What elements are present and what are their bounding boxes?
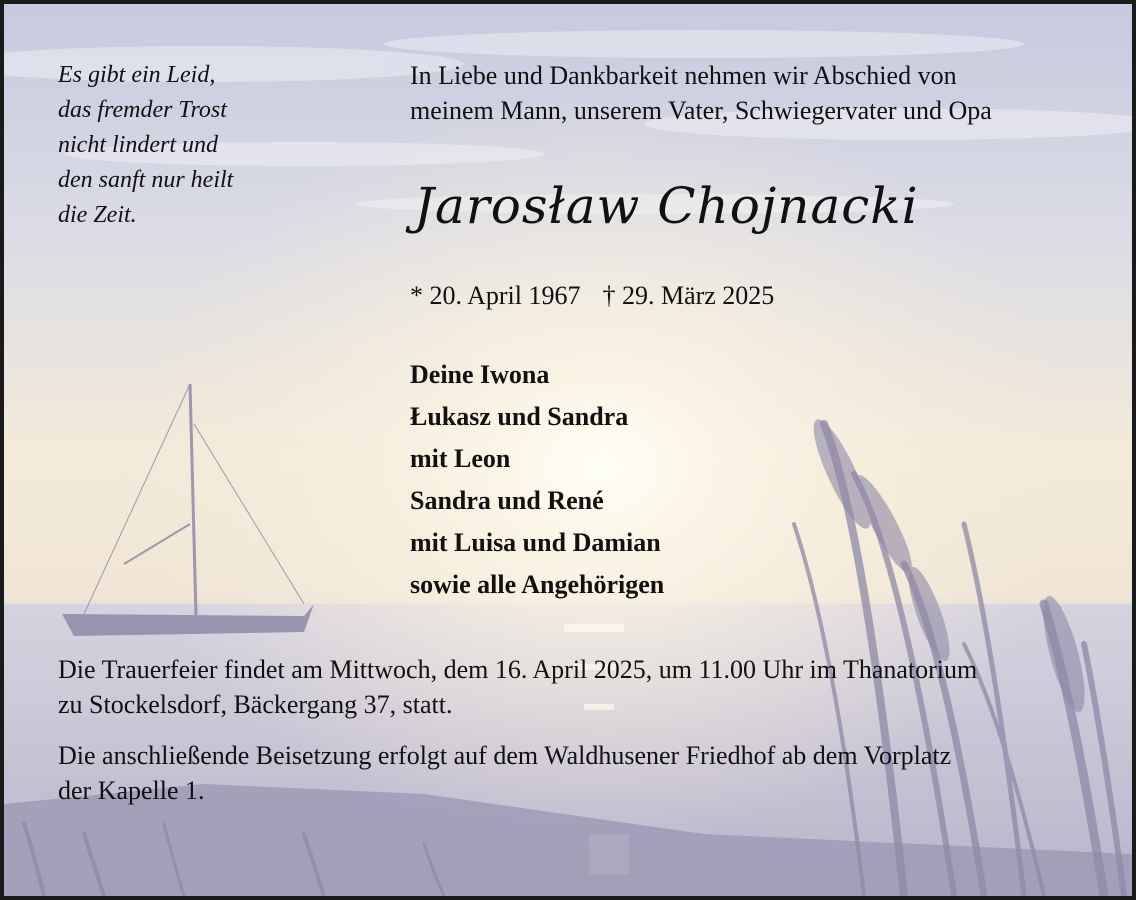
family-line: Sandra und René xyxy=(410,486,604,515)
family-line: Łukasz und Sandra xyxy=(410,402,629,431)
ceremony-line: zu Stockelsdorf, Bäckergang 37, statt. xyxy=(58,690,453,719)
poem-verse xyxy=(58,58,318,233)
poem-line: Es gibt ein Leid, xyxy=(58,62,216,88)
poem-line: das fremder Trost xyxy=(58,97,227,123)
intro-line: In Liebe und Dankbarkeit nehmen wir Abschied von xyxy=(410,61,957,90)
ceremony-line: Die Trauerfeier findet am Mittwoch, dem 16. April 2025, um 11.00 Uhr im Thanatorium xyxy=(58,655,978,684)
family-line: sowie alle Angehörigen xyxy=(410,570,665,599)
intro-line: meinem Mann, unserem Vater, Schwiegervater und Opa xyxy=(410,96,992,125)
poem-line: nicht lindert und xyxy=(58,132,218,158)
poem-line: den sanft nur heilt xyxy=(58,167,234,193)
funeral-ceremony-info xyxy=(58,652,1118,722)
birth-date: * 20. April 1967 xyxy=(410,281,581,310)
poem-line: die Zeit. xyxy=(58,202,137,228)
deceased-name: Jarosław Chojnacki xyxy=(414,177,919,235)
burial-info xyxy=(58,738,1118,808)
intro-text xyxy=(410,58,1110,128)
family-line: mit Leon xyxy=(410,444,511,473)
burial-line: der Kapelle 1. xyxy=(58,776,205,805)
death-date: † 29. März 2025 xyxy=(602,281,775,310)
family-line: mit Luisa und Damian xyxy=(410,528,661,557)
burial-line: Die anschließende Beisetzung erfolgt auf dem Waldhusener Friedhof ab dem Vorplatz xyxy=(58,741,952,770)
family-line: Deine Iwona xyxy=(410,360,550,389)
life-dates xyxy=(410,278,1110,314)
family-list xyxy=(410,354,1110,606)
